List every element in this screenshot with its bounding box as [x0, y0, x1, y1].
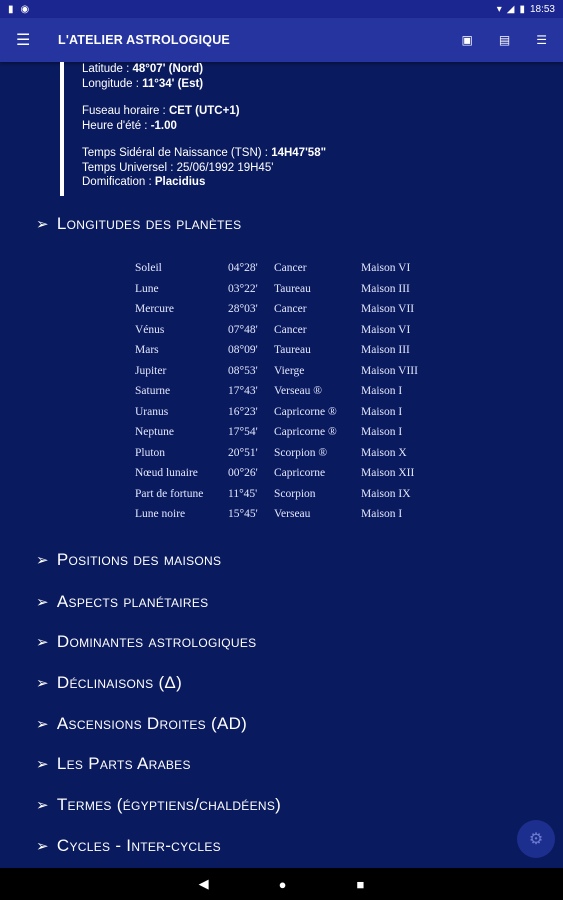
table-row: Lune 03°22' Taureau Maison III [135, 282, 410, 295]
gear-icon: ⚙ [528, 831, 544, 848]
birth-info-box [60, 62, 440, 196]
table-row: Vénus 07°48' Cancer Maison VI [135, 323, 411, 336]
arrow-icon: ➢ [36, 716, 49, 733]
arrow-icon: ➢ [36, 675, 49, 692]
arrow-icon: ➢ [36, 838, 49, 855]
table-row: Soleil 04°28' Cancer Maison VI [135, 262, 411, 275]
system-nav-bar [0, 868, 563, 900]
table-row: Neptune 17°54' Capricorne ® Maison I [135, 426, 403, 439]
table-row: Nœud lunaire 00°26' Capricorne Maison XII [135, 467, 415, 480]
latitude-line: Latitude : 48°07' (Nord) [82, 63, 204, 75]
section-maisons[interactable]: ➢ Positions des maisons [36, 550, 222, 569]
printer-icon[interactable]: ▣ [461, 33, 473, 47]
status-bar [0, 0, 563, 18]
section-parts-arabes[interactable]: ➢ Les Parts Arabes [36, 754, 191, 773]
wifi-icon: ▾ [496, 3, 502, 15]
tsn-line: Temps Sidéral de Naissance (TSN) : 14H47'58" [82, 147, 327, 159]
arrow-icon: ➢ [36, 594, 49, 611]
content-area [0, 62, 563, 868]
arrow-icon: ➢ [36, 797, 49, 814]
arrow-icon: ➢ [36, 634, 49, 651]
keyboard-icon[interactable]: ▤ [498, 33, 511, 47]
app-toolbar [0, 18, 563, 62]
signal-icon: ◢ [506, 3, 515, 15]
table-row: Mercure 28°03' Cancer Maison VII [135, 303, 415, 316]
hamburger-icon[interactable]: ☰ [16, 32, 31, 49]
domification-line: Domification : Placidius [82, 176, 206, 188]
arrow-icon: ➢ [36, 216, 49, 233]
section-termes[interactable]: ➢ Termes (égyptiens/chaldéens) [36, 795, 282, 814]
battery-icon: ▮ [519, 3, 525, 15]
timezone-line: Fuseau horaire : CET (UTC+1) [82, 105, 240, 117]
table-row: Pluton 20°51' Scorpion ® Maison X [135, 446, 407, 459]
arrow-icon: ➢ [36, 756, 49, 773]
settings-fab[interactable] [517, 820, 555, 858]
back-icon[interactable]: ◀ [198, 876, 209, 891]
section-ascensions[interactable]: ➢ Ascensions Droites (AD) [36, 714, 248, 733]
table-row: Saturne 17°43' Verseau ® Maison I [135, 385, 403, 398]
app-title: L'ATELIER ASTROLOGIQUE [58, 33, 230, 47]
clock: 18:53 [529, 3, 555, 15]
table-row: Jupiter 08°53' Vierge Maison VIII [135, 364, 418, 377]
sim-icon: ▮ [8, 3, 14, 15]
universal-time-line: Temps Universel : 25/06/1992 19H45' [82, 161, 274, 174]
section-cycles[interactable]: ➢ Cycles - Inter-cycles [36, 836, 221, 855]
arrow-icon: ➢ [36, 552, 49, 569]
section-dominantes[interactable]: ➢ Dominantes astrologiques [36, 632, 257, 651]
summer-time-line: Heure d'été : -1.00 [82, 119, 177, 132]
planet-longitudes-table [135, 258, 441, 525]
table-row: Part de fortune 11°45' Scorpion Maison IX [135, 487, 411, 500]
table-row: Mars 08°09' Taureau Maison III [135, 344, 410, 357]
table-row: Uranus 16°23' Capricorne ® Maison I [135, 405, 403, 418]
section-longitudes[interactable]: ➢ Longitudes des planètes [36, 214, 242, 233]
home-icon[interactable]: ● [278, 876, 287, 892]
list-icon[interactable]: ☰ [536, 33, 547, 47]
longitude-line: Longitude : 11°34' (Est) [82, 77, 204, 90]
table-row: Lune noire 15°45' Verseau Maison I [135, 508, 403, 521]
section-declinaisons[interactable]: ➢ Déclinaisons (Δ) [36, 673, 183, 692]
section-aspects[interactable]: ➢ Aspects planétaires [36, 592, 209, 611]
sync-icon: ◉ [20, 3, 30, 15]
recents-icon[interactable]: ■ [356, 876, 365, 892]
